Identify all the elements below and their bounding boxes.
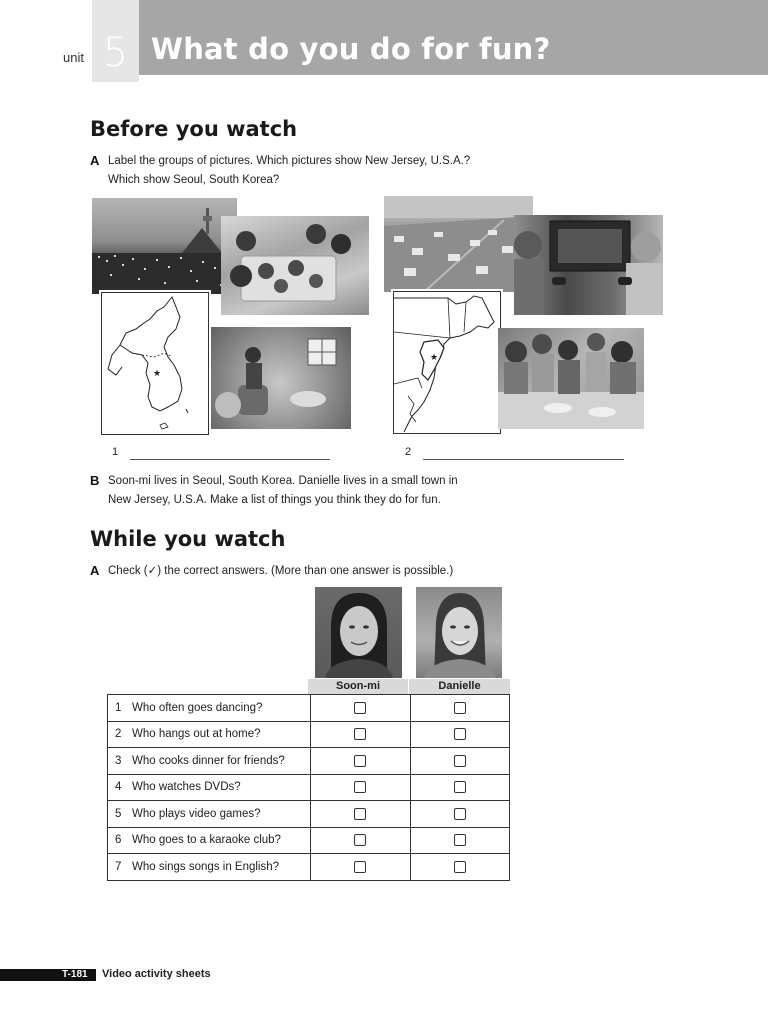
checkbox-cell-soonmi <box>311 748 410 775</box>
before-b-text <box>108 472 458 510</box>
table-row <box>108 854 510 881</box>
checkbox-danielle[interactable] <box>454 781 466 793</box>
checkbox-cell-danielle <box>410 827 509 854</box>
checkbox-soonmi[interactable] <box>354 834 366 846</box>
while-a-text: Check (✓) the correct answers. (More than one answer is possible.) <box>108 565 454 577</box>
before-a-text <box>108 152 470 190</box>
checkbox-soonmi[interactable] <box>354 861 366 873</box>
table-row <box>108 774 510 801</box>
answer-line-1[interactable] <box>130 459 330 460</box>
checkbox-cell-soonmi <box>311 827 410 854</box>
answer-number-2: 2 <box>405 446 412 458</box>
korea-map <box>101 292 209 435</box>
checkbox-cell-danielle <box>410 774 509 801</box>
checkbox-soonmi[interactable] <box>354 728 366 740</box>
question-text: Who goes to a karaoke club? <box>132 834 281 847</box>
checkbox-danielle[interactable] <box>454 755 466 767</box>
question-text: Who often goes dancing? <box>132 701 263 714</box>
highway-traffic-photo <box>384 196 533 292</box>
before-a-letter: A <box>90 153 100 168</box>
seoul-city-photo <box>92 198 237 294</box>
before-a-line2: Which show Seoul, South Korea? <box>108 174 280 186</box>
table-row <box>108 827 510 854</box>
danielle-portrait <box>416 587 502 678</box>
unit-number: 5 <box>102 30 129 76</box>
new-jersey-map <box>393 291 501 434</box>
checkbox-soonmi[interactable] <box>354 808 366 820</box>
while-you-watch-heading: While you watch <box>90 527 286 551</box>
footer-text: Video activity sheets <box>102 968 211 980</box>
question-cell <box>108 827 311 854</box>
table-row <box>108 801 510 828</box>
checkbox-cell-danielle <box>410 721 509 748</box>
before-a-line1: Label the groups of pictures. Which pictures show New Jersey, U.S.A.? <box>108 155 471 167</box>
question-text: Who sings songs in English? <box>132 860 280 873</box>
while-a-letter: A <box>90 563 100 578</box>
before-b-line1: Soon-mi lives in Seoul, South Korea. Danielle lives in a small town in <box>108 475 458 487</box>
soonmi-portrait <box>315 587 402 678</box>
question-text: Who hangs out at home? <box>132 728 261 741</box>
svg-text:★: ★ <box>430 353 439 363</box>
question-cell <box>108 721 311 748</box>
video-games-photo <box>514 215 663 315</box>
question-cell <box>108 801 311 828</box>
question-text: Who plays video games? <box>132 807 261 820</box>
before-you-watch-heading: Before you watch <box>90 117 298 141</box>
dinner-with-friends-photo <box>221 216 369 315</box>
checkbox-cell-danielle <box>410 748 509 775</box>
checkbox-danielle[interactable] <box>454 808 466 820</box>
table-row <box>108 721 510 748</box>
checkbox-danielle[interactable] <box>454 702 466 714</box>
checkbox-cell-soonmi <box>311 695 410 722</box>
question-cell <box>108 854 311 881</box>
answer-number-1: 1 <box>112 446 119 458</box>
column-header-danielle: Danielle <box>409 679 510 694</box>
question-cell <box>108 695 311 722</box>
unit-label: unit <box>63 50 84 65</box>
question-number: 3 <box>115 754 122 767</box>
page-title: What do you do for fun? <box>151 32 551 66</box>
before-b-line2: New Jersey, U.S.A. Make a list of things you think they do for fun. <box>108 494 441 506</box>
question-text: Who cooks dinner for friends? <box>132 754 285 767</box>
question-number: 7 <box>115 860 122 873</box>
table-row <box>108 748 510 775</box>
svg-text:★: ★ <box>153 369 162 379</box>
karaoke-room-photo <box>208 327 351 429</box>
checkbox-danielle[interactable] <box>454 834 466 846</box>
question-number: 4 <box>115 781 122 794</box>
checkbox-danielle[interactable] <box>454 728 466 740</box>
answers-table <box>107 694 510 881</box>
table-row <box>108 695 510 722</box>
checkbox-cell-soonmi <box>311 774 410 801</box>
question-cell <box>108 748 311 775</box>
checkbox-cell-soonmi <box>311 801 410 828</box>
checkbox-cell-soonmi <box>311 854 410 881</box>
page-code: T-181 <box>62 969 88 980</box>
before-b-letter: B <box>90 473 100 488</box>
checkbox-danielle[interactable] <box>454 861 466 873</box>
checkbox-cell-danielle <box>410 695 509 722</box>
question-number: 2 <box>115 728 122 741</box>
question-number: 5 <box>115 807 122 820</box>
question-number: 6 <box>115 834 122 847</box>
friends-eating-photo <box>498 328 644 429</box>
checkbox-cell-soonmi <box>311 721 410 748</box>
question-cell <box>108 774 311 801</box>
question-number: 1 <box>115 701 122 714</box>
column-header-soonmi: Soon-mi <box>308 679 408 694</box>
answer-line-2[interactable] <box>423 459 624 460</box>
checkbox-soonmi[interactable] <box>354 755 366 767</box>
checkbox-soonmi[interactable] <box>354 702 366 714</box>
checkbox-soonmi[interactable] <box>354 781 366 793</box>
checkbox-cell-danielle <box>410 801 509 828</box>
checkbox-cell-danielle <box>410 854 509 881</box>
question-text: Who watches DVDs? <box>132 781 241 794</box>
